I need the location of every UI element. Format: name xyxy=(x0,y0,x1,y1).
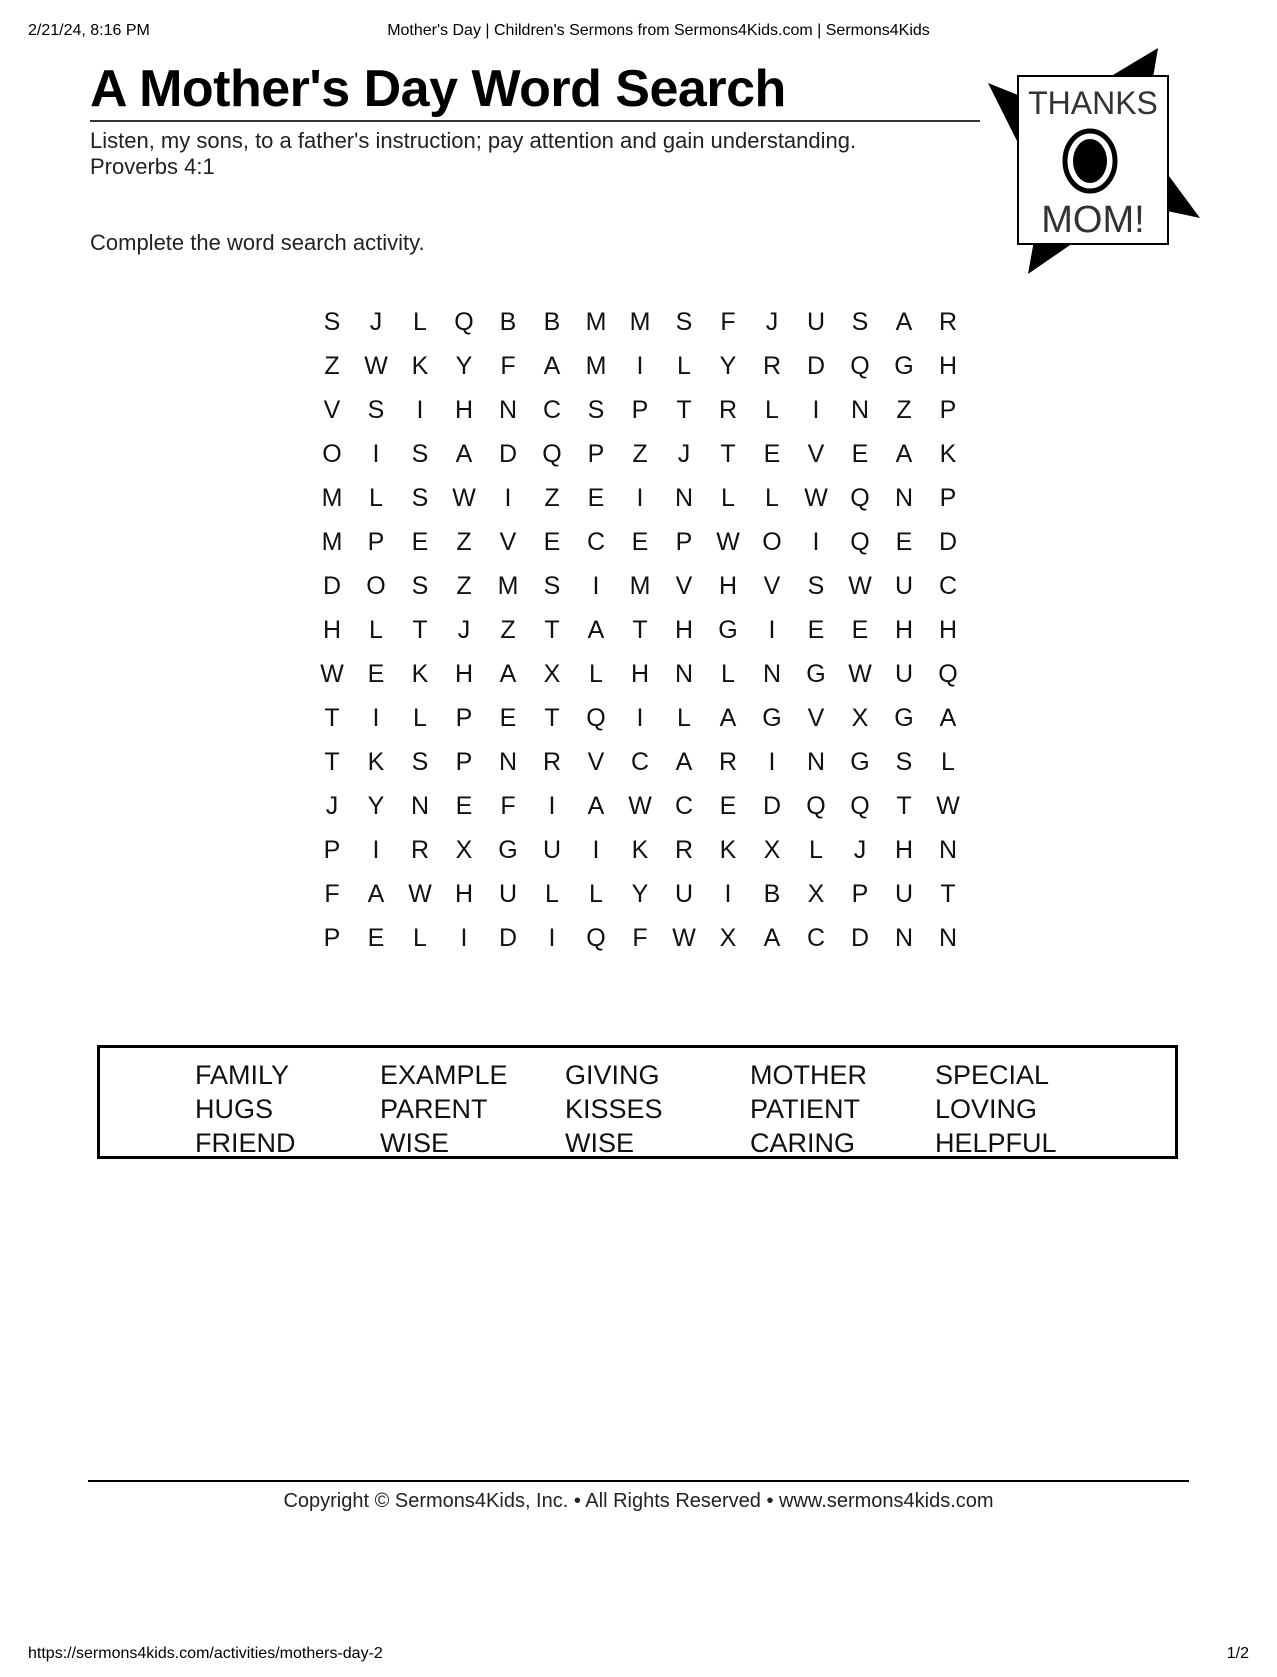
grid-letter: G xyxy=(894,704,914,732)
grid-letter: T xyxy=(544,704,560,732)
grid-letter: V xyxy=(499,528,517,556)
grid-letter: I xyxy=(592,572,600,600)
grid-letter: U xyxy=(542,836,562,864)
grid-letter: P xyxy=(455,704,473,732)
grid-letter: E xyxy=(719,792,737,820)
grid-letter: F xyxy=(500,792,516,820)
word-bank-column xyxy=(750,1058,867,1160)
grid-letter: B xyxy=(543,308,561,336)
grid-letter: M xyxy=(629,572,651,600)
grid-letter: L xyxy=(413,704,427,732)
grid-letter: Q xyxy=(542,440,562,468)
grid-letter: X xyxy=(455,836,473,864)
grid-letter: Q xyxy=(586,704,606,732)
grid-letter: Q xyxy=(850,352,870,380)
grid-letter: D xyxy=(498,440,518,468)
word-search-grid xyxy=(310,300,970,960)
grid-letter: L xyxy=(369,616,383,644)
grid-letter: G xyxy=(718,616,738,644)
grid-letter: O xyxy=(366,572,386,600)
grid-letter: N xyxy=(762,660,782,688)
grid-letter: H xyxy=(894,836,914,864)
word-bank xyxy=(97,1045,1178,1159)
grid-letter: A xyxy=(455,440,473,468)
grid-letter: Z xyxy=(456,572,472,600)
grid-letter: N xyxy=(498,396,518,424)
grid-letter: N xyxy=(674,484,694,512)
grid-letter: A xyxy=(895,440,913,468)
grid-letter: D xyxy=(806,352,826,380)
grid-letter: K xyxy=(939,440,957,468)
word-bank-column xyxy=(195,1058,296,1160)
grid-letter: I xyxy=(416,396,424,424)
grid-letter: A xyxy=(675,748,693,776)
grid-letter: L xyxy=(589,660,603,688)
grid-letter: V xyxy=(587,748,605,776)
grid-letter: V xyxy=(807,440,825,468)
print-footer xyxy=(28,1645,1249,1667)
grid-letter: E xyxy=(851,440,869,468)
grid-letter: I xyxy=(372,440,380,468)
grid-letter: S xyxy=(411,484,429,512)
print-page-title: Mother's Day | Children's Sermons from Sermons4Kids.com | Sermons4Kids xyxy=(387,22,930,39)
grid-letter: H xyxy=(454,396,474,424)
word-bank-word: PATIENT xyxy=(750,1094,861,1124)
grid-letter: I xyxy=(548,792,556,820)
grid-letter: Z xyxy=(324,352,340,380)
grid-letter: H xyxy=(718,572,738,600)
grid-letter: Q xyxy=(850,528,870,556)
grid-letter: Z xyxy=(896,396,912,424)
grid-letter: B xyxy=(763,880,781,908)
grid-letter: S xyxy=(367,396,385,424)
copyright-notice: Copyright © Sermons4Kids, Inc. • All Rights Reserved • www.sermons4kids.com xyxy=(88,1480,1189,1513)
grid-letter: O xyxy=(322,440,342,468)
grid-letter: Z xyxy=(632,440,648,468)
grid-letter: W xyxy=(936,792,960,820)
grid-letter: C xyxy=(938,572,958,600)
grid-letter: L xyxy=(765,396,779,424)
grid-letter: T xyxy=(544,616,560,644)
grid-letter: S xyxy=(411,748,429,776)
grid-letter: C xyxy=(806,924,826,952)
grid-letter: U xyxy=(894,660,914,688)
grid-letter: S xyxy=(807,572,825,600)
grid-letter: J xyxy=(677,440,691,468)
grid-letter: G xyxy=(806,660,826,688)
grid-letter: W xyxy=(408,880,432,908)
grid-letter: Q xyxy=(806,792,826,820)
grid-letter: I xyxy=(636,484,644,512)
grid-letter: T xyxy=(412,616,428,644)
grid-letter: G xyxy=(762,704,782,732)
grid-letter: W xyxy=(848,572,872,600)
grid-letter: E xyxy=(367,660,385,688)
grid-letter: Q xyxy=(850,484,870,512)
grid-letter: Z xyxy=(544,484,560,512)
grid-letter: M xyxy=(585,308,607,336)
grid-letter: W xyxy=(672,924,696,952)
grid-letter: D xyxy=(762,792,782,820)
grid-letter: I xyxy=(372,836,380,864)
grid-letter: R xyxy=(410,836,430,864)
grid-letter: V xyxy=(763,572,781,600)
grid-letter: D xyxy=(938,528,958,556)
word-bank-word: WISE xyxy=(380,1128,450,1158)
grid-letter: N xyxy=(894,484,914,512)
grid-letter: I xyxy=(460,924,468,952)
word-bank-word: CARING xyxy=(750,1128,856,1158)
thanks-mom-badge-graphic xyxy=(988,48,1200,274)
grid-letter: G xyxy=(894,352,914,380)
grid-letter: K xyxy=(719,836,737,864)
grid-letter: S xyxy=(411,572,429,600)
grid-letter: N xyxy=(806,748,826,776)
grid-letter: J xyxy=(853,836,867,864)
grid-letter: A xyxy=(367,880,385,908)
grid-letter: T xyxy=(324,748,340,776)
word-bank-column xyxy=(380,1058,508,1160)
grid-letter: M xyxy=(497,572,519,600)
grid-letter: L xyxy=(941,748,955,776)
grid-letter: R xyxy=(762,352,782,380)
grid-letter: H xyxy=(454,880,474,908)
grid-letter: J xyxy=(457,616,471,644)
grid-letter: N xyxy=(674,660,694,688)
word-bank-word: KISSES xyxy=(565,1094,663,1124)
grid-letter: Q xyxy=(454,308,474,336)
word-bank-column xyxy=(935,1058,1057,1160)
grid-letter: S xyxy=(543,572,561,600)
grid-letter: I xyxy=(768,616,776,644)
grid-letter: P xyxy=(851,880,869,908)
verse-reference: Proverbs 4:1 xyxy=(90,154,215,179)
grid-letter: H xyxy=(938,616,958,644)
grid-letter: N xyxy=(498,748,518,776)
print-date: 2/21/24, 8:16 PM xyxy=(28,22,150,39)
grid-letter: X xyxy=(719,924,737,952)
grid-letter: X xyxy=(543,660,561,688)
grid-letter: H xyxy=(630,660,650,688)
grid-letter: O xyxy=(762,528,782,556)
grid-letter: X xyxy=(851,704,869,732)
verse-text: Listen, my sons, to a father's instruction; pay attention and gain understanding. xyxy=(90,128,857,153)
grid-letter: K xyxy=(367,748,385,776)
grid-letter: E xyxy=(499,704,517,732)
print-header xyxy=(28,22,1249,44)
grid-letter: W xyxy=(848,660,872,688)
grid-letter: A xyxy=(499,660,517,688)
grid-letter: I xyxy=(504,484,512,512)
grid-letter: Z xyxy=(456,528,472,556)
grid-letter: I xyxy=(592,836,600,864)
word-bank-word: PARENT xyxy=(380,1094,488,1124)
grid-letter: P xyxy=(367,528,385,556)
grid-letter: E xyxy=(411,528,429,556)
word-bank-word: WISE xyxy=(565,1128,635,1158)
grid-letter: N xyxy=(894,924,914,952)
grid-letter: L xyxy=(589,880,603,908)
grid-letter: P xyxy=(631,396,649,424)
grid-letter: L xyxy=(677,352,691,380)
grid-letter: N xyxy=(850,396,870,424)
grid-letter: N xyxy=(410,792,430,820)
grid-letter: I xyxy=(636,352,644,380)
word-bank-word: GIVING xyxy=(565,1060,660,1090)
grid-letter: W xyxy=(628,792,652,820)
grid-letter: X xyxy=(807,880,825,908)
bible-verse xyxy=(90,128,856,180)
print-page-number: 1/2 xyxy=(1226,1645,1249,1662)
grid-letter: J xyxy=(325,792,339,820)
grid-letter: A xyxy=(719,704,737,732)
grid-letter: I xyxy=(812,528,820,556)
grid-letter: H xyxy=(322,616,342,644)
grid-letter: Y xyxy=(367,792,385,820)
grid-letter: S xyxy=(851,308,869,336)
grid-letter: V xyxy=(807,704,825,732)
grid-letter: K xyxy=(631,836,649,864)
grid-letter: L xyxy=(721,484,735,512)
grid-letter: I xyxy=(548,924,556,952)
grid-letter: P xyxy=(455,748,473,776)
word-bank-word: FAMILY xyxy=(195,1060,290,1090)
grid-letter: Q xyxy=(850,792,870,820)
grid-letter: D xyxy=(322,572,342,600)
grid-letter: E xyxy=(763,440,781,468)
grid-letter: F xyxy=(720,308,736,336)
grid-letter: I xyxy=(372,704,380,732)
grid-letter: A xyxy=(895,308,913,336)
grid-letter: C xyxy=(630,748,650,776)
grid-letter: H xyxy=(454,660,474,688)
grid-letter: S xyxy=(323,308,341,336)
grid-letter: S xyxy=(411,440,429,468)
grid-letter: Q xyxy=(586,924,606,952)
grid-letter: L xyxy=(765,484,779,512)
grid-letter: C xyxy=(674,792,694,820)
grid-letter: A xyxy=(543,352,561,380)
word-bank-word: HELPFUL xyxy=(935,1128,1057,1158)
grid-letter: L xyxy=(721,660,735,688)
word-bank-word: LOVING xyxy=(935,1094,1038,1124)
word-bank-word: HUGS xyxy=(195,1094,274,1124)
grid-letter: W xyxy=(452,484,476,512)
grid-letter: U xyxy=(674,880,694,908)
grid-letter: D xyxy=(498,924,518,952)
grid-letter: J xyxy=(369,308,383,336)
grid-letter: S xyxy=(587,396,605,424)
grid-letter: M xyxy=(321,484,343,512)
grid-letter: I xyxy=(768,748,776,776)
grid-letter: L xyxy=(413,924,427,952)
grid-letter: K xyxy=(411,660,429,688)
grid-letter: E xyxy=(807,616,825,644)
grid-letter: E xyxy=(543,528,561,556)
grid-letter: E xyxy=(367,924,385,952)
grid-letter: T xyxy=(324,704,340,732)
grid-letter: W xyxy=(320,660,344,688)
grid-letter: W xyxy=(364,352,388,380)
grid-letter: P xyxy=(323,924,341,952)
grid-letter: Y xyxy=(631,880,649,908)
grid-letter: P xyxy=(323,836,341,864)
grid-letter: N xyxy=(938,924,958,952)
grid-letter: J xyxy=(765,308,779,336)
grid-letter: K xyxy=(411,352,429,380)
grid-letter: A xyxy=(763,924,781,952)
grid-letter: M xyxy=(321,528,343,556)
grid-letter: E xyxy=(587,484,605,512)
grid-letter: F xyxy=(632,924,648,952)
grid-letter: N xyxy=(938,836,958,864)
grid-letter: V xyxy=(675,572,693,600)
grid-letter: C xyxy=(542,396,562,424)
grid-letter: L xyxy=(369,484,383,512)
grid-letter: H xyxy=(938,352,958,380)
grid-letter: F xyxy=(500,352,516,380)
grid-letter: T xyxy=(896,792,912,820)
grid-letter: Q xyxy=(938,660,958,688)
grid-letter: W xyxy=(804,484,828,512)
grid-letter: C xyxy=(586,528,606,556)
grid-letter: P xyxy=(587,440,605,468)
word-bank-word: EXAMPLE xyxy=(380,1060,508,1090)
grid-letter: I xyxy=(812,396,820,424)
instructions: Complete the word search activity. xyxy=(90,230,425,255)
grid-letter: R xyxy=(938,308,958,336)
word-bank-word: SPECIAL xyxy=(935,1060,1050,1090)
grid-letter: I xyxy=(636,704,644,732)
grid-letter: E xyxy=(851,616,869,644)
grid-letter: L xyxy=(413,308,427,336)
grid-letter: A xyxy=(587,616,605,644)
grid-letter: E xyxy=(455,792,473,820)
grid-letter: Y xyxy=(719,352,737,380)
grid-letter: U xyxy=(498,880,518,908)
grid-letter: E xyxy=(631,528,649,556)
grid-letter: M xyxy=(585,352,607,380)
word-bank-column xyxy=(565,1058,663,1160)
thanks-mom-badge xyxy=(988,48,1200,274)
grid-letter: Z xyxy=(500,616,516,644)
grid-letter: U xyxy=(894,572,914,600)
word-bank-word: MOTHER xyxy=(750,1060,867,1090)
grid-letter: R xyxy=(718,748,738,776)
grid-letter: S xyxy=(675,308,693,336)
grid-letter: P xyxy=(939,484,957,512)
grid-letter: G xyxy=(850,748,870,776)
grid-letter: P xyxy=(675,528,693,556)
grid-letter: E xyxy=(895,528,913,556)
grid-letter: X xyxy=(763,836,781,864)
badge-thanks-text: THANKS xyxy=(1028,85,1158,121)
grid-letter: A xyxy=(939,704,957,732)
grid-letter: L xyxy=(677,704,691,732)
print-url: https://sermons4kids.com/activities/mothers-day-2 xyxy=(28,1645,383,1662)
grid-letter: I xyxy=(724,880,732,908)
grid-letter: T xyxy=(676,396,692,424)
grid-letter: H xyxy=(894,616,914,644)
grid-letter: R xyxy=(542,748,562,776)
grid-letter: W xyxy=(716,528,740,556)
grid-letter: A xyxy=(587,792,605,820)
grid-letter: P xyxy=(939,396,957,424)
badge-mom-text: MOM! xyxy=(1041,199,1145,241)
grid-letter: T xyxy=(720,440,736,468)
word-bank-word: FRIEND xyxy=(195,1128,296,1158)
grid-letter: L xyxy=(809,836,823,864)
grid-letter: H xyxy=(674,616,694,644)
grid-letter: Y xyxy=(455,352,473,380)
grid-letter: M xyxy=(629,308,651,336)
grid-letter: U xyxy=(894,880,914,908)
grid-letter: F xyxy=(324,880,340,908)
grid-letter: T xyxy=(940,880,956,908)
grid-letter: R xyxy=(718,396,738,424)
grid-letter: V xyxy=(323,396,341,424)
grid-letter: B xyxy=(499,308,517,336)
grid-letter: R xyxy=(674,836,694,864)
worksheet-title: A Mother's Day Word Search xyxy=(90,60,980,122)
grid-letter: G xyxy=(498,836,518,864)
grid-letter: U xyxy=(806,308,826,336)
grid-letter: S xyxy=(895,748,913,776)
grid-letter: T xyxy=(632,616,648,644)
grid-letter: L xyxy=(545,880,559,908)
grid-letter: D xyxy=(850,924,870,952)
